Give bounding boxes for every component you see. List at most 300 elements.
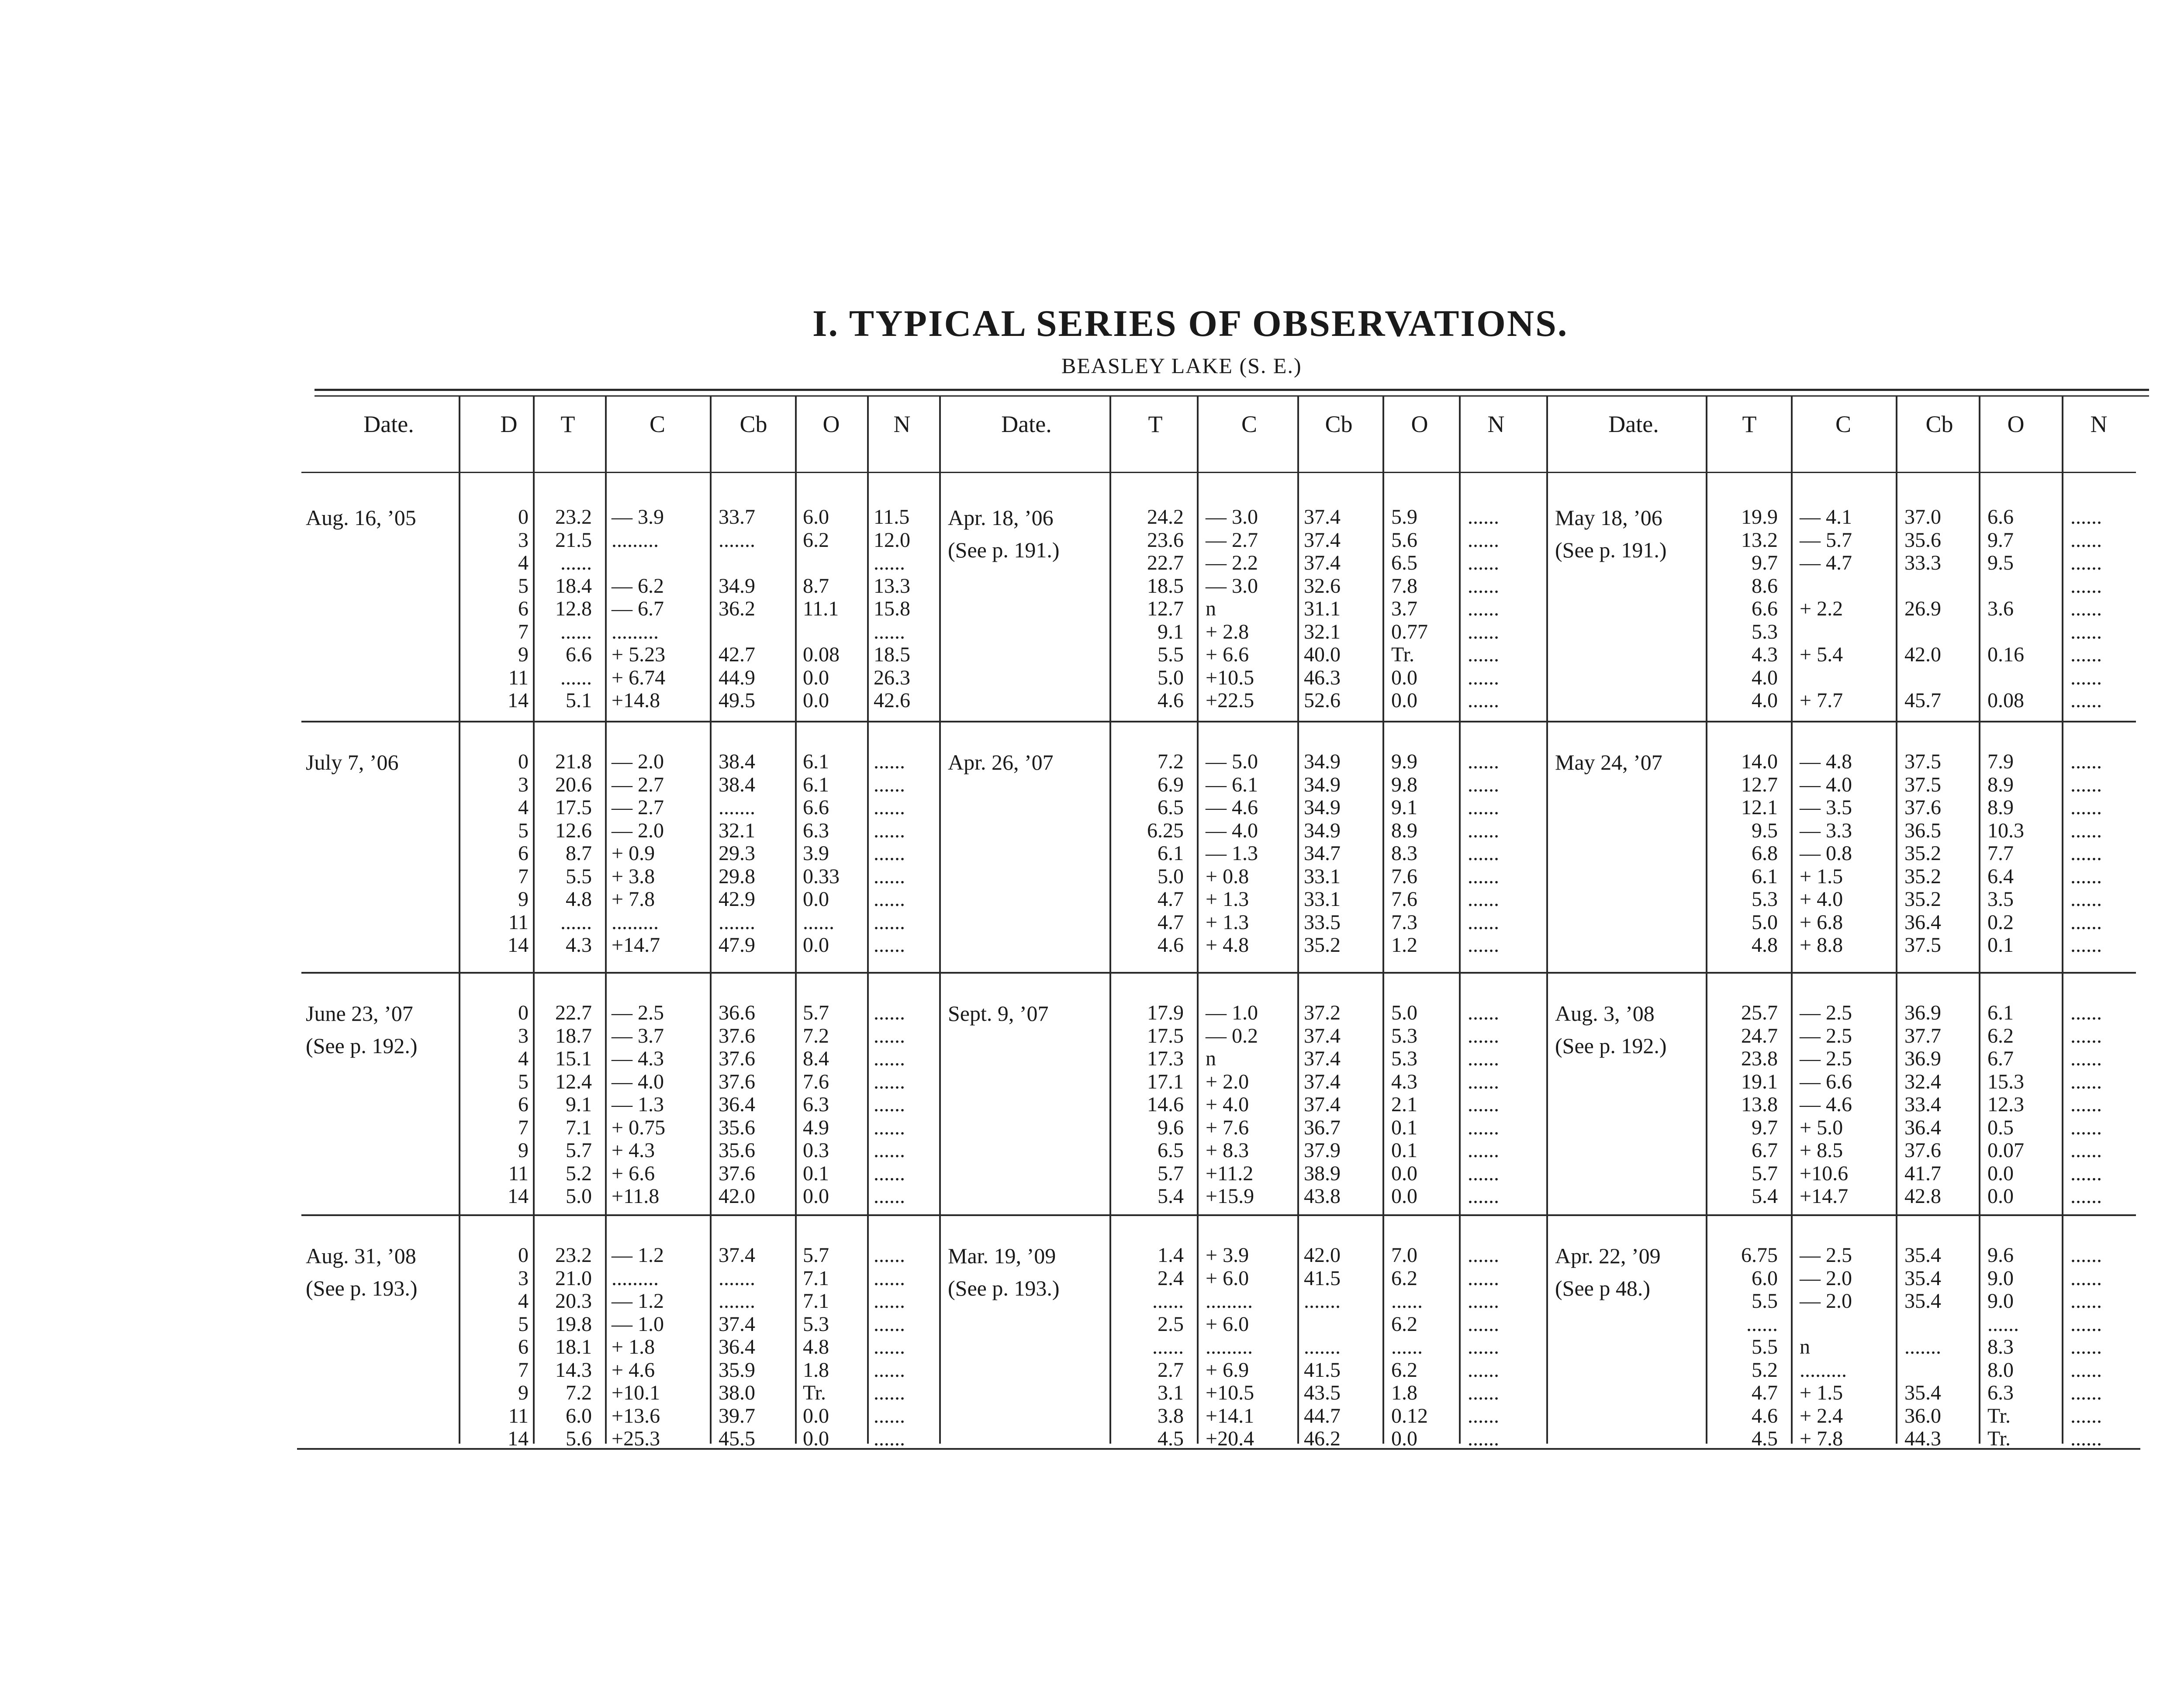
cell: 34.9 <box>1304 750 1341 773</box>
cell: 2.7 <box>1158 1358 1184 1382</box>
bound-co2-column <box>719 1244 788 1451</box>
cell: — 1.0 <box>612 1312 664 1336</box>
cell: 25.7 <box>1741 1001 1778 1024</box>
header-oxygen: O <box>822 411 840 437</box>
cell: + 7.8 <box>612 888 655 911</box>
date-label: Apr. 18, ’06 <box>948 505 1054 530</box>
cell: 3 <box>518 528 529 552</box>
page-reference: (See p. 191.) <box>948 538 1060 562</box>
cell: ...... <box>2070 1358 2102 1382</box>
cell: 36.2 <box>719 597 755 620</box>
cell: 26.3 <box>874 666 910 689</box>
column-divider <box>1459 395 1461 1444</box>
cell: 7.6 <box>1391 864 1417 888</box>
bound-co2-column <box>1904 750 1974 957</box>
nitrogen-column <box>874 506 939 712</box>
cell: 6.0 <box>803 505 829 529</box>
cell: 4.8 <box>566 888 592 911</box>
cell: 4 <box>518 551 529 574</box>
cell: 0.33 <box>803 864 840 888</box>
cell: 0 <box>518 1244 529 1267</box>
cell: ...... <box>1468 1185 1499 1208</box>
cell: 6.2 <box>1987 1024 2014 1047</box>
cell <box>1304 1313 1374 1336</box>
header-temperature: T <box>1742 411 1757 437</box>
cell: 11 <box>508 666 529 689</box>
cell: 37.4 <box>719 1312 755 1336</box>
cell: +20.4 <box>1206 1427 1254 1450</box>
cell: ...... <box>1468 1070 1499 1093</box>
cell: 8.9 <box>1987 796 2014 819</box>
free-co2-column <box>612 1244 703 1451</box>
cell: 6 <box>518 1093 529 1116</box>
cell: — 2.2 <box>1206 551 1258 574</box>
cell: ...... <box>1468 750 1499 773</box>
cell: — 4.6 <box>1800 1093 1852 1116</box>
cell: 1.4 <box>1158 1244 1184 1267</box>
cell: ...... <box>1468 597 1499 620</box>
cell: +14.8 <box>612 689 660 712</box>
cell: 0.12 <box>1391 1404 1428 1427</box>
cell: 11 <box>508 1404 529 1427</box>
cell: +13.6 <box>612 1404 660 1427</box>
cell: — 5.0 <box>1206 750 1258 773</box>
cell: + 6.6 <box>612 1161 655 1185</box>
cell: 6 <box>518 597 529 620</box>
temperature-column <box>535 506 592 712</box>
cell: — 2.0 <box>1800 1289 1852 1313</box>
cell: 37.4 <box>1304 1024 1341 1047</box>
cell: ......... <box>612 910 659 934</box>
cell: 24.2 <box>1147 505 1184 529</box>
header-temperature: T <box>560 411 575 437</box>
nitrogen-column <box>874 750 939 957</box>
cell: 0.07 <box>1987 1139 2024 1162</box>
cell: 35.2 <box>1904 888 1941 911</box>
cell: 41.7 <box>1904 1161 1941 1185</box>
cell: 37.6 <box>719 1047 755 1070</box>
nitrogen-column <box>1468 506 1533 712</box>
cell: 24.7 <box>1741 1024 1778 1047</box>
cell: — 2.5 <box>1800 1001 1852 1024</box>
cell: ...... <box>874 1185 905 1208</box>
cell: 5.5 <box>1752 1335 1778 1358</box>
cell: 6.1 <box>803 773 829 796</box>
bound-co2-column <box>719 750 788 957</box>
cell: + 1.3 <box>1206 888 1249 911</box>
cell <box>1800 667 1887 690</box>
cell: 5.3 <box>1752 888 1778 911</box>
cell: 37.4 <box>1304 528 1341 552</box>
date-label: Mar. 19, ’09 <box>948 1244 1056 1268</box>
observation-date <box>1555 1240 1661 1304</box>
cell: 6.0 <box>1752 1266 1778 1290</box>
cell <box>1987 667 2044 690</box>
cell: +10.5 <box>1206 666 1254 689</box>
cell: 6.0 <box>566 1404 592 1427</box>
cell: — 0.8 <box>1800 842 1852 865</box>
cell: 44.9 <box>719 666 755 689</box>
cell: 7.2 <box>566 1381 592 1404</box>
cell: 12.6 <box>555 819 592 842</box>
cell: 32.4 <box>1904 1070 1941 1093</box>
cell: 42.8 <box>1904 1185 1941 1208</box>
nitrogen-column <box>1468 750 1533 957</box>
cell: 45.5 <box>719 1427 755 1450</box>
cell: — 2.7 <box>1206 528 1258 552</box>
observation-date <box>1555 501 1667 566</box>
date-label: May 18, ’06 <box>1555 505 1662 530</box>
page-reference: (See p. 193.) <box>306 1276 418 1300</box>
cell: 6.5 <box>1158 1139 1184 1162</box>
cell: 42.0 <box>1904 643 1941 666</box>
date-label: Aug. 31, ’08 <box>306 1244 416 1268</box>
cell: 5.7 <box>1752 1161 1778 1185</box>
cell: + 4.6 <box>612 1358 655 1382</box>
cell: ...... <box>874 1070 905 1093</box>
cell: 32.1 <box>719 819 755 842</box>
cell: — 3.0 <box>1206 505 1258 529</box>
cell: 17.9 <box>1147 1001 1184 1024</box>
oxygen-column <box>803 750 860 957</box>
cell: ...... <box>874 551 905 574</box>
cell: 36.4 <box>719 1335 755 1358</box>
cell: 35.4 <box>1904 1244 1941 1267</box>
cell: — 3.9 <box>612 505 664 529</box>
cell: 35.2 <box>1904 842 1941 865</box>
cell: 7.1 <box>566 1116 592 1139</box>
cell: 8.7 <box>803 574 829 598</box>
cell: + 6.8 <box>1800 910 1843 934</box>
temperature-column <box>1118 506 1184 712</box>
bound-co2-column <box>719 506 788 712</box>
cell: ...... <box>874 1024 905 1047</box>
cell: 11.5 <box>874 505 910 529</box>
temperature-column <box>535 1244 592 1451</box>
cell: 5 <box>518 1312 529 1336</box>
cell: ...... <box>1468 842 1499 865</box>
cell: 2.1 <box>1391 1093 1417 1116</box>
cell: 5 <box>518 574 529 598</box>
cell: ...... <box>1468 1139 1499 1162</box>
cell: 37.9 <box>1304 1139 1341 1162</box>
page-reference: (See p 48.) <box>1555 1276 1650 1300</box>
cell: 17.5 <box>1147 1024 1184 1047</box>
cell: 5.3 <box>1391 1024 1417 1047</box>
cell: ...... <box>2070 773 2102 796</box>
cell: +11.2 <box>1206 1161 1254 1185</box>
cell: — 1.3 <box>612 1093 664 1116</box>
cell: ......... <box>1800 1358 1847 1382</box>
cell: +10.1 <box>612 1381 660 1404</box>
cell <box>1904 1313 1974 1336</box>
cell: ...... <box>874 842 905 865</box>
cell: 19.9 <box>1741 505 1778 529</box>
cell: ...... <box>874 750 905 773</box>
cell: 7 <box>518 864 529 888</box>
cell: 7 <box>518 1358 529 1382</box>
cell: — 6.1 <box>1206 773 1258 796</box>
cell: + 2.4 <box>1800 1404 1843 1427</box>
cell <box>612 552 703 575</box>
cell: 0.1 <box>1391 1116 1417 1139</box>
cell: ....... <box>719 910 755 934</box>
cell: 5.2 <box>1752 1358 1778 1382</box>
bound-co2-column <box>719 1002 788 1208</box>
cell: ...... <box>2070 1001 2102 1024</box>
cell: 44.3 <box>1904 1427 1941 1450</box>
cell: 20.3 <box>555 1289 592 1313</box>
cell: ...... <box>2070 1404 2102 1427</box>
bound-co2-column <box>1304 1244 1374 1451</box>
header-nitrogen: N <box>1487 411 1505 437</box>
cell: 36.4 <box>1904 910 1941 934</box>
cell: — 2.5 <box>1800 1024 1852 1047</box>
cell: 4.6 <box>1752 1404 1778 1427</box>
free-co2-column <box>1800 750 1887 957</box>
cell: 12.3 <box>1987 1093 2024 1116</box>
cell: ......... <box>612 528 659 552</box>
cell: ...... <box>1468 910 1499 934</box>
cell: 18.7 <box>555 1024 592 1047</box>
cell: ...... <box>2070 620 2102 643</box>
cell: 41.5 <box>1304 1358 1341 1382</box>
cell: ...... <box>2070 551 2102 574</box>
cell: ...... <box>1468 1001 1499 1024</box>
cell: ...... <box>1468 689 1499 712</box>
cell: 29.8 <box>719 864 755 888</box>
cell: 0.0 <box>1987 1161 2014 1185</box>
header-temperature: T <box>1148 411 1163 437</box>
cell: ....... <box>719 1266 755 1290</box>
cell: 5.6 <box>566 1427 592 1450</box>
cell: 23.8 <box>1741 1047 1778 1070</box>
cell: 22.7 <box>1147 551 1184 574</box>
cell: 4.6 <box>1158 689 1184 712</box>
cell: 3.8 <box>1158 1404 1184 1427</box>
cell: 0.08 <box>803 643 840 666</box>
cell: 37.7 <box>1904 1024 1941 1047</box>
header-oxygen: O <box>2007 411 2025 437</box>
cell: ...... <box>1468 1358 1499 1382</box>
cell: 0.0 <box>1391 666 1417 689</box>
cell: 4.3 <box>1752 643 1778 666</box>
cell: +10.5 <box>1206 1381 1254 1404</box>
cell: 8.9 <box>1987 773 2014 796</box>
cell <box>803 621 860 644</box>
cell <box>1800 1313 1887 1336</box>
cell: 5.5 <box>1158 643 1184 666</box>
cell: 9.0 <box>1987 1289 2014 1313</box>
cell: — 5.7 <box>1800 528 1852 552</box>
date-label: Sept. 9, ’07 <box>948 1001 1049 1026</box>
cell: ...... <box>2070 1381 2102 1404</box>
cell: + 8.5 <box>1800 1139 1843 1162</box>
oxygen-column <box>803 1002 860 1208</box>
free-co2-column <box>1206 750 1293 957</box>
cell: 37.4 <box>1304 551 1341 574</box>
header-date: Date. <box>1001 411 1052 437</box>
cell: — 1.2 <box>612 1244 664 1267</box>
cell: 6.2 <box>1391 1358 1417 1382</box>
cell: 4 <box>518 1289 529 1313</box>
cell: — 3.3 <box>1800 819 1852 842</box>
header-rule <box>301 472 2136 473</box>
cell: ...... <box>874 888 905 911</box>
cell: 43.8 <box>1304 1185 1341 1208</box>
column-divider <box>1297 395 1299 1444</box>
column-divider <box>1791 395 1793 1444</box>
cell: 36.4 <box>719 1093 755 1116</box>
cell: 37.4 <box>1304 1093 1341 1116</box>
observation-date <box>306 501 416 534</box>
free-co2-column <box>1800 506 1887 712</box>
cell: ...... <box>560 551 592 574</box>
cell: 3.9 <box>803 842 829 865</box>
cell: 6.7 <box>1987 1047 2014 1070</box>
cell: ...... <box>2070 643 2102 666</box>
nitrogen-column <box>2070 750 2136 957</box>
cell: ...... <box>874 1289 905 1313</box>
observation-date <box>1555 746 1662 778</box>
cell: 8.4 <box>803 1047 829 1070</box>
cell: + 5.23 <box>612 643 666 666</box>
cell: — 4.6 <box>1206 796 1258 819</box>
cell: 4.6 <box>1158 933 1184 957</box>
cell: 8.0 <box>1987 1358 2014 1382</box>
cell: 12.7 <box>1147 597 1184 620</box>
cell: — 3.7 <box>612 1024 664 1047</box>
cell: 9.1 <box>1158 620 1184 643</box>
cell: 6.6 <box>566 643 592 666</box>
bound-co2-column <box>1304 750 1374 957</box>
cell: 11 <box>508 1161 529 1185</box>
cell: + 0.9 <box>612 842 655 865</box>
cell: ...... <box>560 666 592 689</box>
cell: 38.4 <box>719 773 755 796</box>
cell: 6.1 <box>1158 842 1184 865</box>
cell: 3.6 <box>1987 597 2014 620</box>
cell: 4 <box>518 796 529 819</box>
cell: — 4.1 <box>1800 505 1852 529</box>
cell: 5.3 <box>1752 620 1778 643</box>
cell: 0.0 <box>803 933 829 957</box>
cell: ...... <box>874 1001 905 1024</box>
cell: + 3.9 <box>1206 1244 1249 1267</box>
cell: 9.7 <box>1752 551 1778 574</box>
column-divider <box>867 395 869 1444</box>
cell: 5.0 <box>566 1185 592 1208</box>
cell: 4.9 <box>803 1116 829 1139</box>
cell: 8.6 <box>1752 574 1778 598</box>
cell: 5.3 <box>803 1312 829 1336</box>
cell: ...... <box>2070 910 2102 934</box>
cell: 4 <box>518 1047 529 1070</box>
cell: 9.6 <box>1987 1244 2014 1267</box>
free-co2-column <box>1800 1244 1887 1451</box>
cell: ...... <box>1468 1116 1499 1139</box>
cell: 4.5 <box>1752 1427 1778 1450</box>
cell: 0.1 <box>1987 933 2014 957</box>
cell: 9.5 <box>1987 551 2014 574</box>
cell: 37.0 <box>1904 505 1941 529</box>
cell: 0.0 <box>803 689 829 712</box>
cell: 6.9 <box>1158 773 1184 796</box>
cell: 23.6 <box>1147 528 1184 552</box>
cell: 5.0 <box>1391 1001 1417 1024</box>
cell: 14.0 <box>1741 750 1778 773</box>
cell: 9 <box>518 643 529 666</box>
cell: + 4.0 <box>1800 888 1843 911</box>
cell: — 2.5 <box>1800 1244 1852 1267</box>
cell: 32.1 <box>1304 620 1341 643</box>
cell: 35.2 <box>1304 933 1341 957</box>
cell: — 1.3 <box>1206 842 1258 865</box>
cell: ...... <box>560 910 592 934</box>
cell: ...... <box>560 620 592 643</box>
cell: 6.6 <box>803 796 829 819</box>
cell: 42.7 <box>719 643 755 666</box>
cell: 7.7 <box>1987 842 2014 865</box>
cell: ...... <box>1468 933 1499 957</box>
cell: 1.2 <box>1391 933 1417 957</box>
cell: 36.0 <box>1904 1404 1941 1427</box>
cell: 7.9 <box>1987 750 2014 773</box>
cell: 5.2 <box>566 1161 592 1185</box>
cell: 8.3 <box>1391 842 1417 865</box>
cell: ......... <box>612 620 659 643</box>
cell: Tr. <box>803 1381 826 1404</box>
cell: ...... <box>1468 551 1499 574</box>
cell: — 2.5 <box>1800 1047 1852 1070</box>
cell: — 4.0 <box>1800 773 1852 796</box>
cell: +15.9 <box>1206 1185 1254 1208</box>
cell: 14 <box>508 689 529 712</box>
cell: + 4.8 <box>1206 933 1249 957</box>
cell: 42.6 <box>874 689 910 712</box>
cell: 5.4 <box>1752 1185 1778 1208</box>
cell: 6.1 <box>803 750 829 773</box>
cell: 0.0 <box>1391 1185 1417 1208</box>
cell: 52.6 <box>1304 689 1341 712</box>
cell: 36.9 <box>1904 1047 1941 1070</box>
cell: ...... <box>874 1116 905 1139</box>
cell: ....... <box>1304 1335 1341 1358</box>
cell: ...... <box>1468 1093 1499 1116</box>
cell: ...... <box>2070 597 2102 620</box>
cell: 15.3 <box>1987 1070 2024 1093</box>
cell: 46.3 <box>1304 666 1341 689</box>
cell: ...... <box>2070 1093 2102 1116</box>
cell: 7.6 <box>803 1070 829 1093</box>
cell: ...... <box>874 1381 905 1404</box>
header-rule <box>314 389 2149 391</box>
cell: — 2.0 <box>612 750 664 773</box>
cell: 3.1 <box>1158 1381 1184 1404</box>
column-divider <box>939 395 941 1444</box>
cell: 5.5 <box>566 864 592 888</box>
observation-date <box>1555 997 1667 1062</box>
cell: 33.7 <box>719 505 755 529</box>
cell: + 7.7 <box>1800 689 1843 712</box>
cell: — 1.2 <box>612 1289 664 1313</box>
cell: ...... <box>1152 1289 1184 1313</box>
cell: 42.0 <box>1304 1244 1341 1267</box>
cell: 6.6 <box>1987 505 2014 529</box>
cell: 7.0 <box>1391 1244 1417 1267</box>
cell: 0.0 <box>1391 689 1417 712</box>
cell: ...... <box>1468 1266 1499 1290</box>
